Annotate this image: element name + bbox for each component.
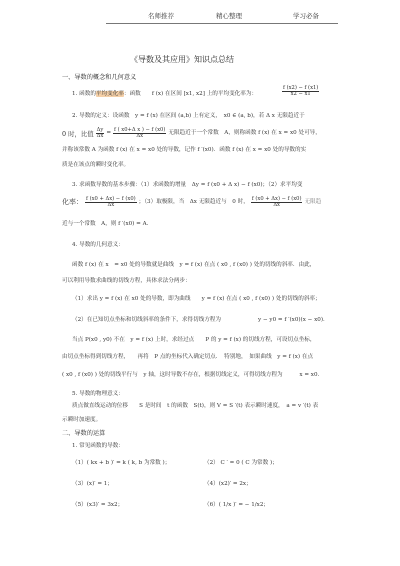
item2-line2a: 0 时，比值 [62,129,94,138]
item3-line2b: ；（3）取极限，当 Δx 无限趋近与 0 时， [138,199,249,206]
formula-3: （3）(x)′ = 1； [72,481,113,487]
item3-line2d: 无限趋 [304,199,322,206]
item1-highlight: 平均变化率 [95,91,124,97]
item4-step2a: （2）在已知切点坐标和切线斜率的条件下，求得切线方程为 [72,317,221,323]
item2-line1: 2. 导数的定义：设函数 y = f (x) 在区间 (a,b) 上有定义， x0 ∈ (a, b)，若 Δ x 无限趋近于 [72,113,305,119]
formula-1: （1）( kx + b )′ = k ( k, b 为常数 )； [72,460,171,466]
item4-p5: ( x0 , f (x0) ) 处的切线平行与 y 轴，这时导数不存在，根据切线定义，可得切线方程为 x = x0． [62,372,324,378]
item3-line2e: Δx [273,202,280,209]
item2-frac1-den: Δx [96,133,104,140]
item5-heading: 5. 导数的物理意义： [72,391,124,397]
formula-2: （2） C ′ = 0 ( C 为常数 )； [204,460,278,466]
header-center: 精心整理 [216,12,242,20]
item1-post: ：函数 f (x) 在区间 [x1, x2] 上的平均变化率为： [123,91,258,97]
item3-frac-num: f (x0 + Δx) − f (x0) [86,196,136,202]
page-header [106,12,338,24]
item4-p1: 函数 f (x) 在 x = x0 处的导数就是曲线 y = f (x) 在点 ( x0 , f (x0) ) 处的切线的斜率．由此， [72,262,316,268]
item4-p4: 由切点坐标得到切线方程， 再将 P 点的坐标代入确定切点． 特别地， 如果曲线 y = f (x) 在点 [62,354,314,360]
document-title: 《导数及其应用》知识点总结 [130,55,234,64]
item3-line1: 3. 求函数导数的基本步骤：（1）求函数的增量 Δy = f (x0 + Δ x) − f (x0)；（2）求平均变 [72,182,303,188]
item1-fraction [282,86,319,98]
item2-frac1-num: Δy [96,127,104,133]
item1-frac-num: f (x2) − f (x1) [283,85,319,91]
item2-line2 [62,128,321,140]
item1-frac-den: x2 − x1 [290,91,311,98]
item3-frac-den: Δx [107,202,115,209]
item4-p3: 当点 P(x0 , y0) 不在 y = f (x) 上时，求经过点 P 的 y = f (x) 的切线方程，可设切点坐标， [72,337,316,343]
item2-frac2-den: Δx [136,133,144,140]
item4-heading: 4. 导数的几何意义： [72,242,124,248]
item2-line3: 并称该常数 A 为函数 f (x) 在 x = x0 处的导数，记作 f ′(x0)．函数 f (x) 在 x = x0 处的导数的实 [62,147,307,153]
formula-4: （4）(x2)′ = 2x； [204,481,252,487]
section2-sub1: 1. 常见函数的导数： [72,443,124,449]
item3-line2c: f (x0 + Δx) − f (x0) [251,196,302,202]
item3-line3: 近与一个常数 A，则 f ′(x0) = A. [62,221,149,227]
item2-line2b: 无限趋近于一个常数 A，则称函数 f (x) 在 x = x0 处可导， [168,130,321,137]
item1-num: 1. [72,91,78,97]
formula-5: （5）(x3)′ = 3x2； [72,502,124,508]
item4-p2: 可以利用导数求曲线的切线方程，具体求法分两步： [62,278,191,284]
item3-line2a: 化率： [62,198,83,207]
item5-p1: 质点做直线运动的位移 S 是时间 t 的函数 S(t)，则 V = S ′(t) 表示瞬时速度， a = v ′(t) 表 [72,403,319,409]
section2-heading: 二、导数的运算 [62,430,106,437]
item1-pre: 函数的 [79,91,96,97]
item3-line2 [62,197,321,209]
item4-step1: （1）求出 y = f (x) 在 x0 处的导数，即为曲线 y = f (x) 在点 ( x0 , f (x0) ) 处的切线的斜率； [72,296,321,302]
section1-heading: 一、导数的概念和几何意义 [62,74,137,81]
item2-frac2-num: f ( x0+Δ x ) − f (x0) [114,127,166,133]
header-left: 名师推荐 [148,12,174,20]
item1 [72,92,257,98]
item5-p2: 示瞬时加速度。 [62,417,102,423]
item2-eq: = [106,130,112,137]
item2-line4: 质是在该点的瞬时变化率。 [62,162,130,168]
formula-6: （6）( 1/x )′ = − 1/x2； [204,502,269,508]
item4-step2b: y − y0 = f ′(x0)(x − x0)． [258,317,329,323]
header-right: 学习必备 [293,12,319,20]
